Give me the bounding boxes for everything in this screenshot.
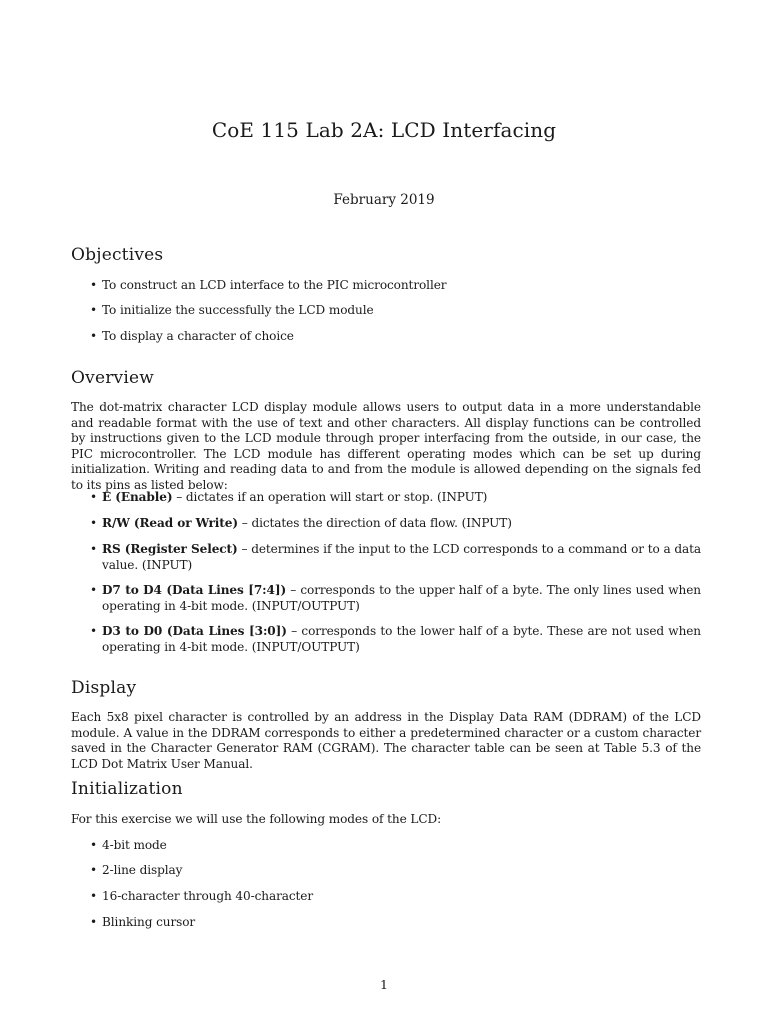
initialization-paragraph: For this exercise we will use the following modes of the LCD:	[71, 812, 442, 826]
objectives-item: • To display a character of choice	[90, 329, 294, 343]
overview-pin-list-3	[71, 542, 701, 573]
display-paragraph: Each 5x8 pixel character is controlled by an address in the Display Data RAM (DDRAM) of the LCD module. A value in the DDRAM corresponds to either a predetermined character or a custom character saved in the Character Generator RAM (CGRAM). The character table can be seen at Table 5.3 of the LCD Dot Matrix User Manual.	[71, 710, 701, 771]
objectives-list-2	[71, 303, 701, 319]
initialization-heading: Initialization	[71, 779, 183, 799]
pin-item	[71, 516, 701, 532]
objectives-heading: Objectives	[71, 245, 164, 265]
bullet-icon: •	[90, 915, 98, 929]
bullet-icon: •	[90, 490, 98, 504]
pin-desc: – corresponds to the upper half of a byte. The only lines used when operating in 4-bit mode. (INPUT/OUTPUT)	[102, 583, 701, 613]
bullet-icon: •	[90, 838, 98, 852]
objectives-list-3	[71, 329, 701, 345]
overview-pin-list-5	[71, 624, 701, 655]
objectives-heading-block	[71, 245, 701, 265]
display-heading-block	[71, 678, 701, 698]
overview-paragraph: The dot-matrix character LCD display module allows users to output data in a more understandable and readable format with the use of text and other characters. All display functions can be controlled by instructions given to the LCD module through proper interfacing from the outside, in our case, the PIC microcontroller. The LCD module has different operating modes which can be set up during initialization. Writing and reading data to and from the module is allowed depending on the signals fed to its pins as listed below:	[71, 400, 701, 492]
overview-paragraph-block	[71, 400, 701, 493]
overview-heading: Overview	[71, 368, 154, 388]
page-number: 1	[380, 977, 388, 992]
mode-item: • 4-bit mode	[90, 838, 167, 852]
mode-item: • 2-line display	[90, 863, 183, 877]
initialization-modes-list-3	[71, 889, 701, 905]
pin-item	[71, 490, 701, 506]
pin-term: E (Enable)	[102, 490, 173, 504]
overview-pin-list-4	[71, 583, 701, 614]
objectives-item: • To initialize the successfully the LCD module	[90, 303, 374, 317]
overview-pin-list	[71, 490, 701, 506]
bullet-icon: •	[90, 278, 98, 292]
pin-term: D3 to D0 (Data Lines [3:0])	[102, 624, 287, 638]
bullet-icon: •	[90, 863, 98, 877]
mode-item: • 16-character through 40-character	[90, 889, 314, 903]
pin-desc: – corresponds to the lower half of a byte. These are not used when operating in 4-bit mode. (INPUT/OUTPUT)	[102, 624, 701, 654]
pin-item	[71, 583, 701, 614]
overview-heading-block	[71, 368, 701, 388]
bullet-icon: •	[90, 624, 98, 638]
initialization-modes-list-2	[71, 863, 701, 879]
initialization-modes-list	[71, 838, 701, 854]
pin-term: D7 to D4 (Data Lines [7:4])	[102, 583, 287, 597]
overview-pin-list-2	[71, 516, 701, 532]
initialization-paragraph-block	[71, 812, 701, 828]
pin-term: RS (Register Select)	[102, 542, 238, 556]
bullet-icon: •	[90, 303, 98, 317]
bullet-icon: •	[90, 889, 98, 903]
pin-term: R/W (Read or Write)	[102, 516, 238, 530]
pin-item	[71, 624, 701, 655]
bullet-icon: •	[90, 329, 98, 343]
document-title: CoE 115 Lab 2A: LCD Interfacing	[211, 118, 557, 142]
pin-desc: – dictates the direction of data flow. (INPUT)	[241, 516, 512, 530]
initialization-heading-block	[71, 779, 701, 799]
bullet-icon: •	[90, 583, 98, 597]
display-heading: Display	[71, 678, 137, 698]
mode-item: • Blinking cursor	[90, 915, 196, 929]
pin-desc: – dictates if an operation will start or stop. (INPUT)	[176, 490, 488, 504]
objectives-list	[71, 278, 701, 294]
display-paragraph-block	[71, 710, 701, 772]
bullet-icon: •	[90, 542, 98, 556]
objectives-item: • To construct an LCD interface to the PIC microcontroller	[90, 278, 447, 292]
pin-desc: – determines if the input to the LCD corresponds to a command or to a data value. (INPUT)	[102, 542, 701, 572]
document-date: February 2019	[333, 192, 435, 208]
bullet-icon: •	[90, 516, 98, 530]
pin-item	[71, 542, 701, 573]
initialization-modes-list-4	[71, 915, 701, 931]
